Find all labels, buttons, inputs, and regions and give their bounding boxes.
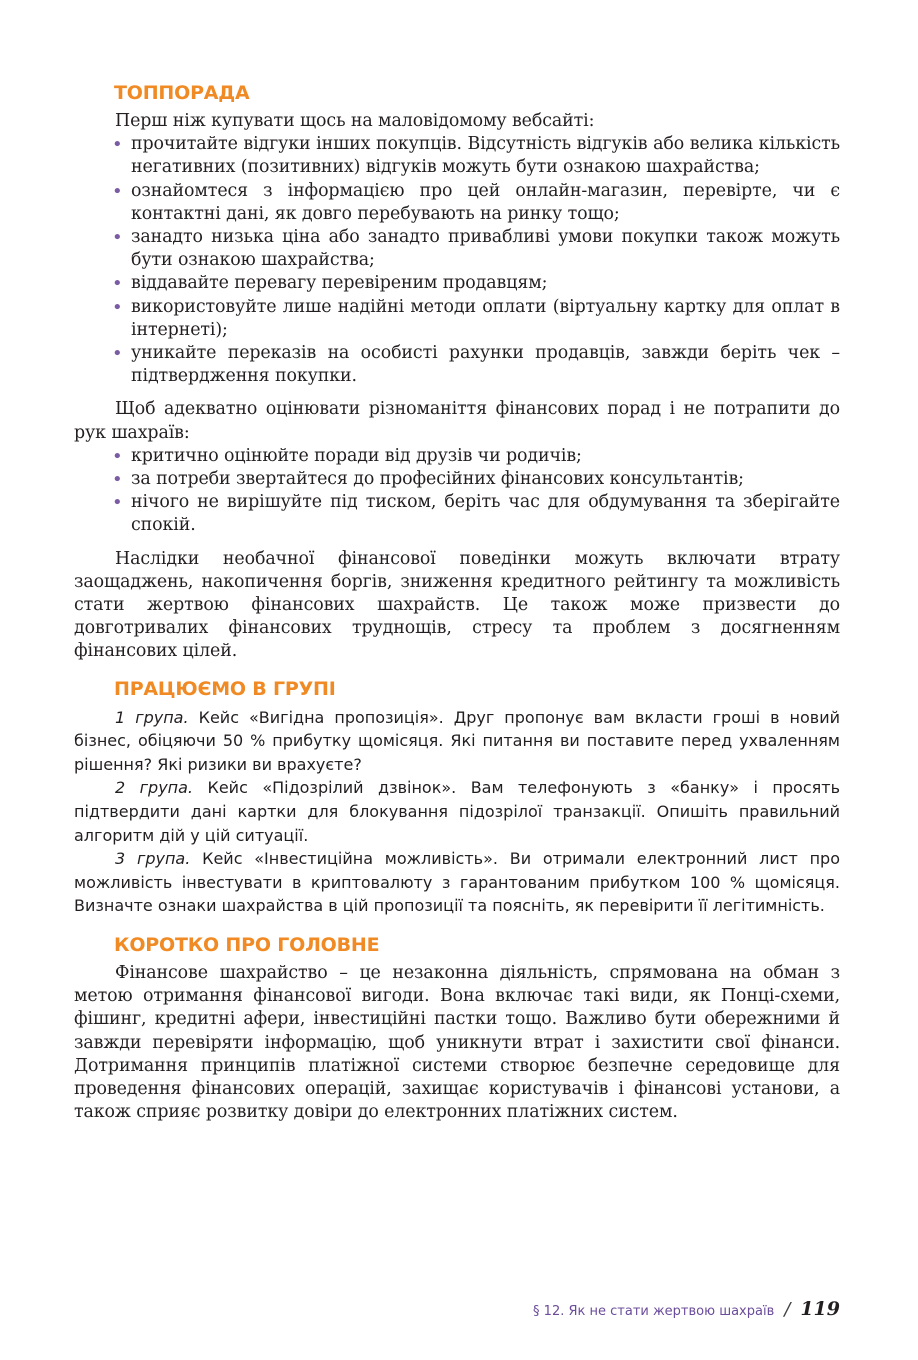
list-item: • використовуйте лише надійні методи оплати (віртуальну картку для оплат в інтернеті); bbox=[74, 296, 840, 342]
tip-block bbox=[74, 110, 840, 388]
group-text: Кейс «Вигідна пропозиція». Друг пропонує вам вкласти гроші в новий бізнес, обіцяючи 50 % прибутку щомісяця. Які питання ви поставите перед ухваленням рішення? Які ризики ви врахуєте? bbox=[74, 707, 840, 774]
page-footer bbox=[533, 1298, 840, 1320]
tip-heading: ТОППОРАДА bbox=[114, 82, 250, 104]
group-text: Кейс «Підозрілий дзвінок». Вам телефонують з «банку» і просять підтвердити дані картки для блокування підозрілої транзакції. Опишіть правильний алгоритм дій у цій ситуації. bbox=[74, 778, 840, 845]
group-case bbox=[74, 776, 840, 847]
advice-block bbox=[74, 398, 840, 537]
list-item: • віддавайте перевагу перевіреним продавцям; bbox=[74, 272, 840, 295]
list-item: • занадто низька ціна або занадто привабливі умови покупки також можуть бути ознакою шахрайства; bbox=[74, 226, 840, 272]
advice-list bbox=[74, 445, 840, 538]
summary-heading: КОРОТКО ПРО ГОЛОВНЕ bbox=[114, 934, 380, 957]
page-content bbox=[74, 80, 840, 1124]
tip-intro: Перш ніж купувати щось на маловідомому вебсайті: bbox=[115, 111, 595, 131]
consequences-paragraph: Наслідки необачної фінансової поведінки можуть включати втрату заощаджень, накопичення боргів, зниження кредитного рейтингу та можливість стати жертвою фінансових шахрайств. Це також може призвести до довготривалих фінансових труднощів, стресу та проблем з досягненням фінансових цілей. bbox=[74, 548, 840, 662]
list-item: • прочитайте відгуки інших покупців. Відсутність відгуків або велика кількість негативних (позитивних) відгуків можуть бути ознакою шахрайства; bbox=[74, 133, 840, 179]
page-number: 119 bbox=[800, 1298, 840, 1320]
group-text: Кейс «Інвестиційна можливість». Ви отримали електронний лист про можливість інвестувати в криптовалюту з гарантованим прибутком 100 % щомісяця. Визначте ознаки шахрайства в цій пропозиції та поясніть, як перевірити її легітимність. bbox=[74, 849, 840, 916]
list-item: • критично оцінюйте поради від друзів чи родичів; bbox=[74, 445, 840, 468]
list-item: • ознайомтеся з інформацією про цей онлайн-магазин, перевірте, чи є контактні дані, як довго перебувають на ринку тощо; bbox=[74, 180, 840, 226]
summary-block bbox=[74, 962, 840, 1124]
groups-heading: ПРАЦЮЄМО В ГРУПІ bbox=[114, 677, 336, 700]
list-item: • за потреби звертайтеся до професійних фінансових консультантів; bbox=[74, 468, 840, 491]
footer-separator: / bbox=[784, 1299, 791, 1320]
tip-list bbox=[74, 133, 840, 388]
advice-intro: Щоб адекватно оцінювати різноманіття фінансових порад і не потрапити до рук шахраїв: bbox=[74, 399, 840, 443]
list-item: • уникайте переказів на особисті рахунки продавців, завжди беріть чек – підтвердження покупки. bbox=[74, 342, 840, 388]
list-item: • нічого не вирішуйте під тиском, беріть час для обдумування та зберігайте спокій. bbox=[74, 491, 840, 537]
consequences-block bbox=[74, 548, 840, 664]
summary-paragraph: Фінансове шахрайство – це незаконна діяльність, спрямована на обман з метою отримання фінансової вигоди. Вона включає такі види, як Понці-схеми, фішинг, кредитні афери, інвестиційні пастки тощо. Важливо бути обережними й завжди перевіряти інформацію, щоб уникнути втрат і захистити свої фінанси. Дотримання принципів платіжної системи створює безпечне середовище для проведення фінансових операцій, захищає користувачів і фінансові установи, а також сприяє розвитку довіри до електронних платіжних систем. bbox=[74, 963, 840, 1123]
group-case bbox=[74, 847, 840, 918]
group-label: 2 група. bbox=[115, 778, 194, 798]
group-case bbox=[74, 706, 840, 777]
groups-block bbox=[74, 706, 840, 918]
group-label: 1 група. bbox=[115, 707, 189, 727]
section-title: § 12. Як не стати жертвою шахраїв bbox=[533, 1304, 775, 1319]
group-label: 3 група. bbox=[115, 849, 191, 869]
